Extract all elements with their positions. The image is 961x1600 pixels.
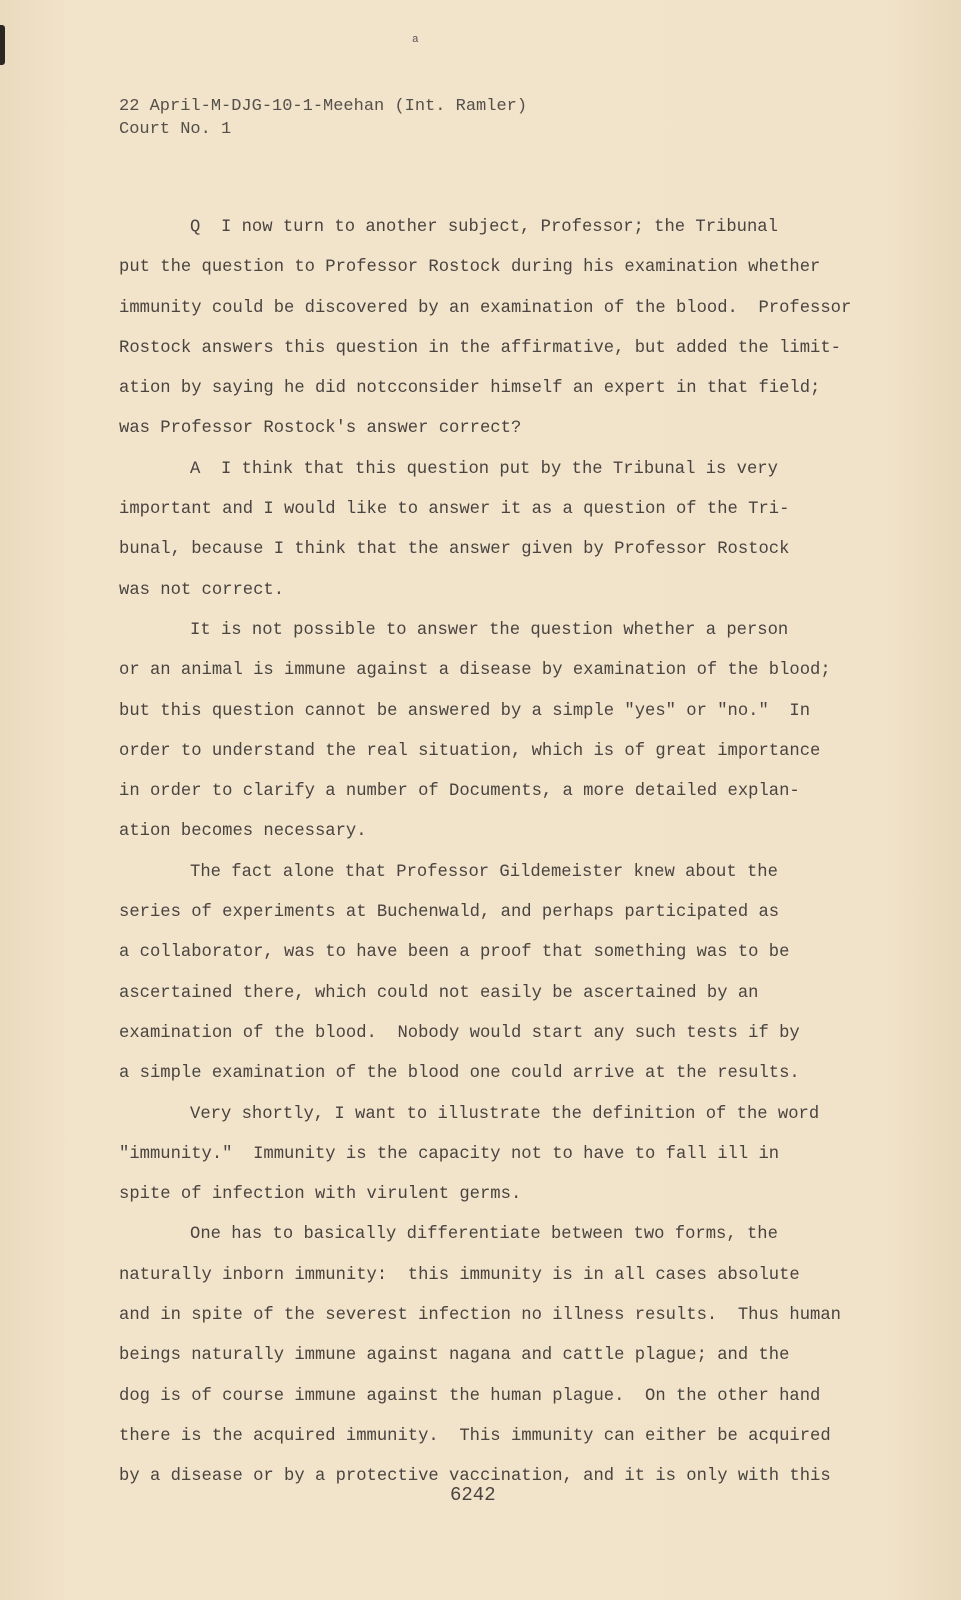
- text-line: spite of infection with virulent germs.: [119, 1185, 522, 1205]
- header-reference: 22 April-M-DJG-10-1-Meehan (Int. Ramler): [119, 97, 528, 116]
- document-header: [119, 95, 527, 141]
- text-line: beings naturally immune against nagana and cattle plague; and the: [119, 1346, 790, 1366]
- text-line: The fact alone that Professor Gildemeister knew about the: [190, 862, 778, 882]
- text-line: and in spite of the severest infection no illness results. Thus human: [119, 1306, 841, 1326]
- text-line: One has to basically differentiate between two forms, the: [190, 1225, 778, 1245]
- text-line: "immunity." Immunity is the capacity not to have to fall ill in: [119, 1144, 780, 1164]
- text-line: by a disease or by a protective vaccination, and it is only with this: [119, 1467, 831, 1487]
- text-line: A I think that this question put by the Tribunal is very: [190, 459, 778, 479]
- text-line: Very shortly, I want to illustrate the definition of the word: [190, 1104, 820, 1124]
- text-line: ation becomes necessary.: [119, 822, 367, 842]
- document-body: [119, 208, 859, 1498]
- text-line: a simple examination of the blood one could arrive at the results.: [119, 1064, 800, 1084]
- text-line: Rostock answers this question in the affirmative, but added the limit-: [119, 338, 841, 358]
- text-line: put the question to Professor Rostock during his examination whether: [119, 258, 821, 278]
- text-line: a collaborator, was to have been a proof that something was to be: [119, 943, 790, 963]
- text-line: examination of the blood. Nobody would start any such tests if by: [119, 1023, 800, 1043]
- text-line: It is not possible to answer the question whether a person: [190, 620, 789, 640]
- text-line: bunal, because I think that the answer given by Professor Rostock: [119, 540, 790, 560]
- header-court: Court No. 1: [119, 120, 232, 139]
- text-line: naturally inborn immunity: this immunity is in all cases absolute: [119, 1265, 800, 1285]
- text-line: ascertained there, which could not easily be ascertained by an: [119, 983, 759, 1003]
- binding-edge: [0, 25, 5, 65]
- text-line: or an animal is immune against a disease by examination of the blood;: [119, 661, 831, 681]
- top-mark: a: [412, 34, 419, 46]
- text-line: was not correct.: [119, 580, 285, 600]
- text-line: was Professor Rostock's answer correct?: [119, 419, 522, 439]
- text-line: there is the acquired immunity. This immunity can either be acquired: [119, 1426, 831, 1446]
- text-line: but this question cannot be answered by a simple "yes" or "no." In: [119, 701, 811, 721]
- page-number: 6242: [450, 1484, 496, 1506]
- text-line: dog is of course immune against the human plague. On the other hand: [119, 1386, 821, 1406]
- text-line: Q I now turn to another subject, Professor; the Tribunal: [190, 218, 778, 237]
- text-line: ation by saying he did notcconsider himself an expert in that field;: [119, 379, 821, 399]
- text-line: immunity could be discovered by an examination of the blood. Professor: [119, 298, 852, 318]
- text-line: in order to clarify a number of Documents, a more detailed explan-: [119, 782, 800, 802]
- text-line: series of experiments at Buchenwald, and perhaps participated as: [119, 903, 780, 923]
- text-line: order to understand the real situation, which is of great importance: [119, 741, 821, 761]
- text-line: important and I would like to answer it as a question of the Tri-: [119, 500, 790, 520]
